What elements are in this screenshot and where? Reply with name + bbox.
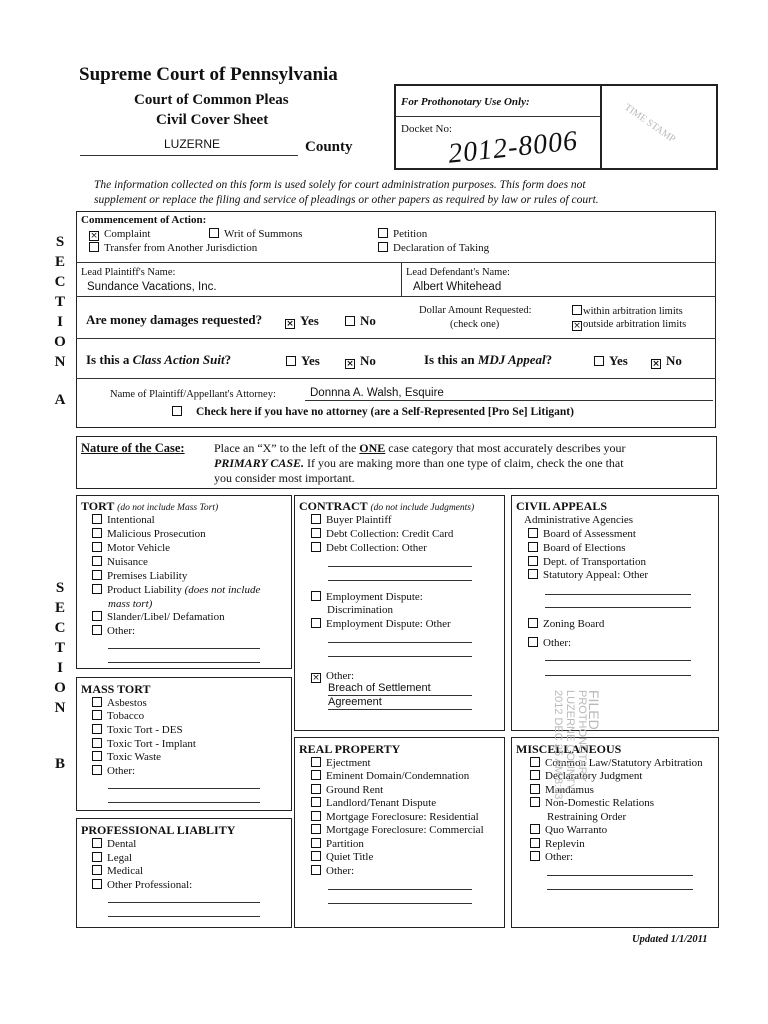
real-property-checkbox[interactable] bbox=[311, 865, 321, 875]
misc-label: Common Law/Statutory Arbitration bbox=[545, 757, 703, 769]
no-label: No bbox=[360, 353, 376, 368]
defendant-label: Lead Defendant's Name: bbox=[406, 267, 510, 278]
real-property-option[interactable] bbox=[311, 797, 436, 809]
nature-line-3: you consider most important. bbox=[214, 471, 355, 485]
transfer-option[interactable] bbox=[89, 242, 257, 254]
side-letter: A bbox=[54, 392, 66, 408]
tort-option[interactable] bbox=[92, 542, 170, 554]
self-represented-option[interactable] bbox=[172, 406, 574, 418]
nature-text: case category that most accurately describes your bbox=[385, 441, 626, 455]
mass-tort-option[interactable] bbox=[92, 697, 147, 709]
petition-checkbox[interactable] bbox=[378, 228, 388, 238]
mass-tort-label: Tobacco bbox=[107, 710, 145, 722]
declaration-option[interactable] bbox=[378, 242, 489, 254]
tort-option[interactable] bbox=[92, 514, 155, 526]
dollar-amount-label: Dollar Amount Requested: bbox=[419, 305, 532, 316]
professional-other-line bbox=[108, 902, 260, 903]
civil-appeals-checkbox[interactable] bbox=[528, 618, 538, 628]
side-letter: I bbox=[57, 314, 63, 330]
damages-no-checkbox[interactable] bbox=[345, 316, 355, 326]
professional-liability-title: PROFESSIONAL LIABLITY bbox=[81, 823, 236, 837]
class-action-yes[interactable] bbox=[286, 353, 320, 369]
mass-tort-option[interactable] bbox=[92, 724, 183, 736]
real-property-checkbox[interactable] bbox=[311, 811, 321, 821]
civil-appeals-other-option[interactable] bbox=[528, 637, 571, 649]
misc-label: Quo Warranto bbox=[545, 824, 608, 836]
slander-label: Slander/Libel/ Defamation bbox=[107, 611, 225, 623]
professional-other-line bbox=[108, 916, 260, 917]
side-letter: T bbox=[54, 294, 65, 310]
tort-note: (do not include Mass Tort) bbox=[117, 503, 219, 513]
real-property-checkbox[interactable] bbox=[311, 797, 321, 807]
tort-option-label: Motor Vehicle bbox=[107, 542, 171, 554]
civil-appeals-label: Dept. of Transportation bbox=[543, 556, 646, 568]
real-property-checkbox[interactable] bbox=[311, 851, 321, 861]
section-b-side-label bbox=[50, 578, 70, 774]
real-property-checkbox[interactable] bbox=[311, 784, 321, 794]
tort-checkbox[interactable] bbox=[92, 584, 102, 594]
civil-appeals-option[interactable] bbox=[528, 542, 625, 554]
side-letter: N bbox=[54, 354, 66, 370]
civil-appeals-checkbox[interactable] bbox=[528, 542, 538, 552]
product-liability-option[interactable] bbox=[92, 584, 260, 596]
real-property-label: Other: bbox=[326, 865, 355, 877]
contract-checkbox[interactable] bbox=[311, 591, 321, 601]
contract-checkbox[interactable] bbox=[311, 618, 321, 628]
professional-label: Medical bbox=[107, 865, 144, 877]
damages-yes[interactable] bbox=[285, 313, 319, 329]
contract-checkbox[interactable] bbox=[311, 528, 321, 538]
civil-appeals-other-line bbox=[545, 675, 691, 676]
writ-option[interactable] bbox=[209, 228, 302, 240]
contract-option[interactable] bbox=[311, 542, 427, 554]
section-a-row-2 bbox=[76, 296, 716, 297]
attorney-line bbox=[305, 400, 713, 401]
complaint-checkbox[interactable] bbox=[89, 231, 99, 241]
mass-tort-checkbox[interactable] bbox=[92, 765, 102, 775]
side-letter: I bbox=[57, 660, 63, 676]
question-mark: ? bbox=[545, 352, 553, 367]
mdj-yes-checkbox[interactable] bbox=[594, 356, 604, 366]
declaration-checkbox[interactable] bbox=[378, 242, 388, 252]
tort-checkbox[interactable] bbox=[92, 611, 102, 621]
real-property-label: Ground Rent bbox=[326, 784, 384, 796]
professional-checkbox[interactable] bbox=[92, 865, 102, 875]
contract-label: Debt Collection: Credit Card bbox=[326, 528, 454, 540]
declaration-label: Declaration of Taking bbox=[393, 242, 490, 254]
side-letter: S bbox=[55, 580, 65, 596]
misc-checkbox[interactable] bbox=[530, 797, 540, 807]
real-property-checkbox[interactable] bbox=[311, 770, 321, 780]
damages-yes-checkbox[interactable] bbox=[285, 319, 295, 329]
misc-checkbox[interactable] bbox=[530, 757, 540, 767]
question-mark: ? bbox=[224, 352, 232, 367]
real-property-checkbox[interactable] bbox=[311, 838, 321, 848]
real-property-label: Mortgage Foreclosure: Commercial bbox=[326, 824, 484, 836]
tort-other-label: Other: bbox=[107, 625, 136, 637]
notice-line-1: The information collected on this form is used solely for court administration purposes. This form does not bbox=[94, 179, 586, 191]
contract-checkbox[interactable] bbox=[311, 514, 321, 524]
damages-no[interactable] bbox=[345, 313, 376, 329]
side-letter: S bbox=[55, 234, 65, 250]
misc-other-line bbox=[547, 875, 693, 876]
tort-option[interactable] bbox=[92, 528, 206, 540]
side-letter: E bbox=[54, 254, 65, 270]
civil-appeals-option[interactable] bbox=[528, 569, 648, 581]
civil-appeals-blank-line bbox=[545, 607, 691, 608]
employment-dispute-option[interactable] bbox=[311, 591, 423, 603]
county-line bbox=[80, 155, 298, 156]
docket-number: 2012-8006 bbox=[446, 125, 580, 170]
zoning-board-option[interactable] bbox=[528, 618, 604, 630]
petition-option[interactable] bbox=[378, 228, 427, 240]
yes-label: Yes bbox=[609, 353, 628, 368]
mdj-question bbox=[424, 352, 552, 368]
contract-title-text: CONTRACT bbox=[299, 499, 368, 513]
commencement-label: Commencement of Action: bbox=[81, 214, 207, 226]
tort-checkbox[interactable] bbox=[92, 570, 102, 580]
tort-checkbox[interactable] bbox=[92, 625, 102, 635]
class-action-prefix: Is this a bbox=[86, 352, 133, 367]
tort-other-line bbox=[108, 662, 260, 663]
mass-tort-option[interactable] bbox=[92, 751, 161, 763]
complaint-label: Complaint bbox=[104, 228, 151, 240]
defendant-value[interactable]: Albert Whitehead bbox=[413, 281, 502, 293]
zoning-board-label: Zoning Board bbox=[543, 618, 605, 630]
within-limits-option[interactable] bbox=[572, 305, 683, 317]
attorney-label: Name of Plaintiff/Appellant's Attorney: bbox=[110, 389, 276, 400]
real-property-label: Mortgage Foreclosure: Residential bbox=[326, 811, 479, 823]
county-value: LUZERNE bbox=[164, 137, 221, 151]
tort-checkbox[interactable] bbox=[92, 556, 102, 566]
tort-checkbox[interactable] bbox=[92, 542, 102, 552]
misc-label: Declaratory Judgment bbox=[545, 770, 643, 782]
misc-label: Other: bbox=[545, 851, 574, 863]
real-property-label: Ejectment bbox=[326, 757, 371, 769]
misc-checkbox[interactable] bbox=[530, 838, 540, 848]
civil-appeals-checkbox[interactable] bbox=[528, 528, 538, 538]
mdj-yes[interactable] bbox=[594, 353, 628, 369]
side-letter: B bbox=[54, 756, 65, 772]
mass-tort-label: Other: bbox=[107, 765, 136, 777]
side-letter: T bbox=[54, 640, 65, 656]
class-action-yes-checkbox[interactable] bbox=[286, 356, 296, 366]
contract-other-label: Other: bbox=[326, 670, 355, 682]
section-a-col-div bbox=[401, 262, 402, 296]
real-property-option[interactable] bbox=[311, 811, 479, 823]
writ-label: Writ of Summons bbox=[224, 228, 303, 240]
misc-label: Mandamus bbox=[545, 784, 594, 796]
nature-label: Nature of the Case: bbox=[81, 441, 185, 455]
damages-question: Are money damages requested? bbox=[86, 312, 263, 327]
restraining-order-label: Restraining Order bbox=[547, 811, 627, 823]
tort-option-label: Nuisance bbox=[107, 556, 148, 568]
miscellaneous-title: MISCELLANEOUS bbox=[516, 742, 622, 756]
nature-text: Place an “X” to the left of the bbox=[214, 441, 360, 455]
real-property-option[interactable] bbox=[311, 865, 354, 877]
real-property-option[interactable] bbox=[311, 824, 484, 836]
real-property-label: Landlord/Tenant Dispute bbox=[326, 797, 437, 809]
self-represented-checkbox[interactable] bbox=[172, 406, 182, 416]
contract-blank-line bbox=[328, 566, 472, 567]
side-letter: N bbox=[54, 700, 66, 716]
mdj-no[interactable] bbox=[651, 353, 682, 369]
tort-checkbox[interactable] bbox=[92, 514, 102, 524]
side-letter: C bbox=[54, 274, 66, 290]
professional-label: Legal bbox=[107, 852, 133, 864]
contract-blank-line bbox=[328, 580, 472, 581]
mass-tort-other-line bbox=[108, 802, 260, 803]
admin-agencies-label: Administrative Agencies bbox=[524, 514, 634, 526]
professional-checkbox[interactable] bbox=[92, 838, 102, 848]
side-letter: E bbox=[54, 600, 65, 616]
tort-option-label: Intentional bbox=[107, 514, 155, 526]
real-property-checkbox[interactable] bbox=[311, 757, 321, 767]
contract-note: (do not include Judgments) bbox=[370, 503, 475, 513]
real-property-option[interactable] bbox=[311, 838, 364, 850]
nature-one: ONE bbox=[359, 441, 386, 455]
side-letter: O bbox=[54, 334, 66, 350]
plaintiff-value[interactable]: Sundance Vacations, Inc. bbox=[87, 281, 217, 293]
real-property-label: Partition bbox=[326, 838, 364, 850]
attorney-value[interactable]: Donnna A. Walsh, Esquire bbox=[310, 387, 444, 399]
professional-checkbox[interactable] bbox=[92, 852, 102, 862]
section-a-row-1 bbox=[76, 262, 716, 263]
product-liability-note: mass tort) bbox=[108, 598, 153, 610]
professional-label: Other Professional: bbox=[107, 879, 193, 891]
tort-checkbox[interactable] bbox=[92, 528, 102, 538]
contract-checkbox[interactable] bbox=[311, 542, 321, 552]
self-represented-label: Check here if you have no attorney (are a Self-Represented [Pro Se] Litigant) bbox=[196, 406, 574, 418]
civil-appeals-checkbox[interactable] bbox=[528, 569, 538, 579]
real-property-other-line bbox=[328, 903, 472, 904]
no-label: No bbox=[666, 353, 682, 368]
mass-tort-label: Toxic Waste bbox=[107, 751, 162, 763]
updated-date: Updated 1/1/2011 bbox=[632, 934, 708, 945]
tort-title-text: TORT bbox=[81, 499, 115, 513]
mass-tort-option[interactable] bbox=[92, 738, 196, 750]
nature-primary: PRIMARY CASE. bbox=[214, 456, 305, 470]
real-property-option[interactable] bbox=[311, 770, 469, 782]
filed-stamp bbox=[552, 690, 600, 860]
mass-tort-checkbox[interactable] bbox=[92, 738, 102, 748]
misc-other-line bbox=[547, 889, 693, 890]
civil-appeals-label: Statutory Appeal: Other bbox=[543, 569, 649, 581]
class-action-question bbox=[86, 352, 231, 368]
no-label: No bbox=[360, 313, 376, 328]
contract-blank-line bbox=[328, 642, 472, 643]
real-property-option[interactable] bbox=[311, 851, 373, 863]
civil-appeals-other-line bbox=[545, 660, 691, 661]
form-subtitle: Civil Cover Sheet bbox=[156, 112, 269, 128]
section-a-row-4 bbox=[76, 378, 716, 379]
mass-tort-title: MASS TORT bbox=[81, 682, 151, 696]
contract-title bbox=[299, 499, 474, 514]
contract-other-checkbox[interactable] bbox=[311, 673, 321, 683]
nature-text: If you are making more than one type of claim, check the one that bbox=[304, 456, 624, 470]
petition-label: Petition bbox=[393, 228, 428, 240]
county-label: County bbox=[305, 139, 353, 155]
section-a-row-3 bbox=[76, 338, 716, 339]
misc-checkbox[interactable] bbox=[530, 824, 540, 834]
real-property-other-line bbox=[328, 889, 472, 890]
transfer-label: Transfer from Another Jurisdiction bbox=[104, 242, 258, 254]
professional-checkbox[interactable] bbox=[92, 879, 102, 889]
employment-other-label: Employment Dispute: Other bbox=[326, 618, 451, 630]
yes-label: Yes bbox=[301, 353, 320, 368]
nature-line-2 bbox=[214, 456, 624, 471]
mdj-term: MDJ Appeal bbox=[477, 352, 546, 367]
contract-other-value-2[interactable]: Agreement bbox=[328, 696, 382, 708]
transfer-checkbox[interactable] bbox=[89, 242, 99, 252]
mass-tort-checkbox[interactable] bbox=[92, 710, 102, 720]
check-one-label: (check one) bbox=[450, 319, 500, 330]
professional-option[interactable] bbox=[92, 852, 132, 864]
mass-tort-checkbox[interactable] bbox=[92, 751, 102, 761]
misc-checkbox[interactable] bbox=[530, 784, 540, 794]
writ-checkbox[interactable] bbox=[209, 228, 219, 238]
mdj-no-checkbox[interactable] bbox=[651, 359, 661, 369]
misc-label: Non-Domestic Relations bbox=[545, 797, 655, 809]
section-a-side-label bbox=[50, 232, 70, 410]
mass-tort-checkbox[interactable] bbox=[92, 697, 102, 707]
contract-option[interactable] bbox=[311, 514, 391, 526]
complaint-option[interactable] bbox=[89, 228, 150, 241]
civil-appeals-label: Board of Elections bbox=[543, 542, 626, 554]
filed-stamp-date: 2012 DEC 25 AM 8:53 bbox=[552, 690, 564, 800]
class-action-no[interactable] bbox=[345, 353, 376, 369]
discrimination-label: Discrimination bbox=[327, 604, 393, 616]
mass-tort-other-line bbox=[108, 788, 260, 789]
tort-option-label: Premises Liability bbox=[107, 570, 188, 582]
court-name: Court of Common Pleas bbox=[134, 92, 289, 108]
civil-appeals-title: CIVIL APPEALS bbox=[516, 499, 608, 513]
professional-option[interactable] bbox=[92, 838, 136, 850]
mass-tort-checkbox[interactable] bbox=[92, 724, 102, 734]
professional-option[interactable] bbox=[92, 865, 143, 877]
product-liability-note: (does not include bbox=[184, 584, 261, 596]
prothonotary-divider-h bbox=[396, 116, 600, 117]
contract-label: Debt Collection: Other bbox=[326, 542, 427, 554]
product-liability-note-2 bbox=[108, 598, 152, 610]
contract-label: Buyer Plaintiff bbox=[326, 514, 392, 526]
outside-limits-option[interactable] bbox=[572, 319, 686, 331]
civil-appeals-checkbox[interactable] bbox=[528, 637, 538, 647]
professional-label: Dental bbox=[107, 838, 137, 850]
tort-title bbox=[81, 499, 218, 514]
within-limits-label: within arbitration limits bbox=[583, 306, 683, 317]
plaintiff-label: Lead Plaintiff's Name: bbox=[81, 267, 176, 278]
notice-line-2: supplement or replace the filing and service of pleadings or other papers as required by law or rules of court. bbox=[94, 194, 599, 206]
prothonotary-divider-v bbox=[600, 86, 602, 168]
civil-appeals-other-label: Other: bbox=[543, 637, 572, 649]
employment-dispute-label: Employment Dispute: bbox=[326, 591, 423, 603]
real-property-label: Eminent Domain/Condemnation bbox=[326, 770, 470, 782]
real-property-option[interactable] bbox=[311, 784, 383, 796]
prothonotary-label: For Prothonotary Use Only: bbox=[401, 96, 530, 108]
tort-other-option[interactable] bbox=[92, 625, 135, 637]
tort-option[interactable] bbox=[92, 556, 148, 568]
within-limits-checkbox[interactable] bbox=[572, 305, 582, 315]
real-property-title: REAL PROPERTY bbox=[299, 742, 401, 756]
professional-option[interactable] bbox=[92, 879, 192, 891]
mass-tort-label: Asbestos bbox=[107, 697, 147, 709]
mass-tort-option[interactable] bbox=[92, 710, 144, 722]
filed-stamp-office: PROTHONOTARY bbox=[576, 690, 588, 782]
contract-option[interactable] bbox=[311, 528, 453, 540]
docket-label: Docket No: bbox=[401, 123, 453, 135]
class-action-no-checkbox[interactable] bbox=[345, 359, 355, 369]
tort-option-label: Malicious Prosecution bbox=[107, 528, 206, 540]
real-property-label: Quiet Title bbox=[326, 851, 374, 863]
contract-blank-line bbox=[328, 656, 472, 657]
class-action-term: Class Action Suit bbox=[132, 352, 225, 367]
tort-other-line bbox=[108, 648, 260, 649]
outside-limits-label: outside arbitration limits bbox=[583, 319, 687, 330]
filed-stamp-word: FILED bbox=[586, 690, 602, 730]
slander-option[interactable] bbox=[92, 611, 225, 623]
contract-other-value-1[interactable]: Breach of Settlement bbox=[328, 682, 431, 694]
civil-appeals-option[interactable] bbox=[528, 556, 646, 568]
side-letter: O bbox=[54, 680, 66, 696]
civil-appeals-option[interactable] bbox=[528, 528, 636, 540]
mass-tort-option[interactable] bbox=[92, 765, 135, 777]
mass-tort-label: Toxic Tort - DES bbox=[107, 724, 183, 736]
filed-stamp-county: LUZERNE COUNTY bbox=[564, 690, 576, 791]
yes-label: Yes bbox=[300, 313, 319, 328]
time-stamp-text: TIME STAMP bbox=[622, 101, 678, 146]
contract-other-line bbox=[328, 709, 472, 710]
product-liability-label: Product Liability bbox=[107, 584, 182, 596]
misc-checkbox[interactable] bbox=[530, 851, 540, 861]
side-letter: C bbox=[54, 620, 66, 636]
nature-line-1 bbox=[214, 441, 626, 456]
civil-appeals-blank-line bbox=[545, 594, 691, 595]
real-property-checkbox[interactable] bbox=[311, 824, 321, 834]
form-title: Supreme Court of Pennsylvania bbox=[79, 64, 338, 85]
misc-checkbox[interactable] bbox=[530, 770, 540, 780]
civil-appeals-checkbox[interactable] bbox=[528, 556, 538, 566]
real-property-option[interactable] bbox=[311, 757, 371, 769]
civil-appeals-label: Board of Assessment bbox=[543, 528, 636, 540]
tort-option[interactable] bbox=[92, 570, 187, 582]
employment-other-option[interactable] bbox=[311, 618, 451, 630]
mass-tort-label: Toxic Tort - Implant bbox=[107, 738, 196, 750]
outside-limits-checkbox[interactable] bbox=[572, 321, 582, 331]
mdj-prefix: Is this an bbox=[424, 352, 478, 367]
misc-label: Replevin bbox=[545, 838, 585, 850]
